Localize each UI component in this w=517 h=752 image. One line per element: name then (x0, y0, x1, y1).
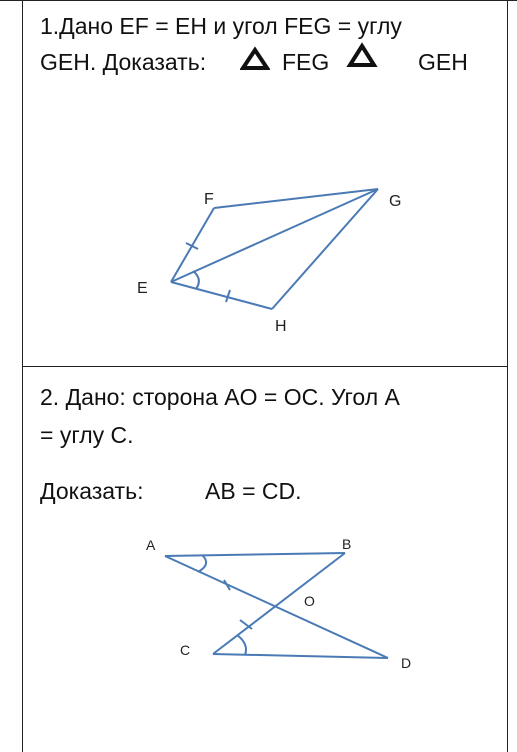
angle-arc-a (198, 555, 206, 572)
label-f: F (204, 191, 214, 208)
crossed-triangles-diagram (0, 520, 517, 700)
problem2-line2: = углу C. (40, 422, 134, 448)
problem1-line1: 1.Дано EF = EH и угол FEG = углу (40, 13, 402, 39)
label-d: D (401, 655, 412, 671)
triangle-feg-label: FEG (282, 49, 330, 75)
section-divider (22, 366, 508, 367)
segment-eg (171, 189, 378, 282)
label-g: G (389, 193, 402, 210)
segment-eh (171, 282, 272, 309)
label-o: O (304, 593, 315, 609)
triangle-geh-label: GEH (418, 49, 468, 75)
segment-ab (165, 553, 345, 556)
label-a: A (146, 537, 156, 553)
angle-arc-e (193, 271, 199, 289)
segment-fg (214, 189, 378, 208)
prove-label: GEH. Доказать: (40, 49, 207, 75)
segment-ef (171, 208, 214, 282)
label-h: H (275, 318, 287, 335)
problem2-prove-label: Доказать: (40, 478, 144, 504)
label-e: E (137, 280, 148, 297)
segment-gh (272, 189, 378, 309)
label-c: C (180, 642, 191, 658)
quadrilateral-diagram (0, 0, 517, 370)
problem2-prove-statement: AB = CD. (205, 478, 302, 504)
segment-bc (213, 553, 345, 654)
label-b: B (342, 536, 352, 552)
problem2-line1: 2. Дано: сторона AO = OC. Угол A (40, 384, 400, 410)
segment-cd (213, 654, 388, 658)
angle-arc-c (237, 635, 246, 655)
